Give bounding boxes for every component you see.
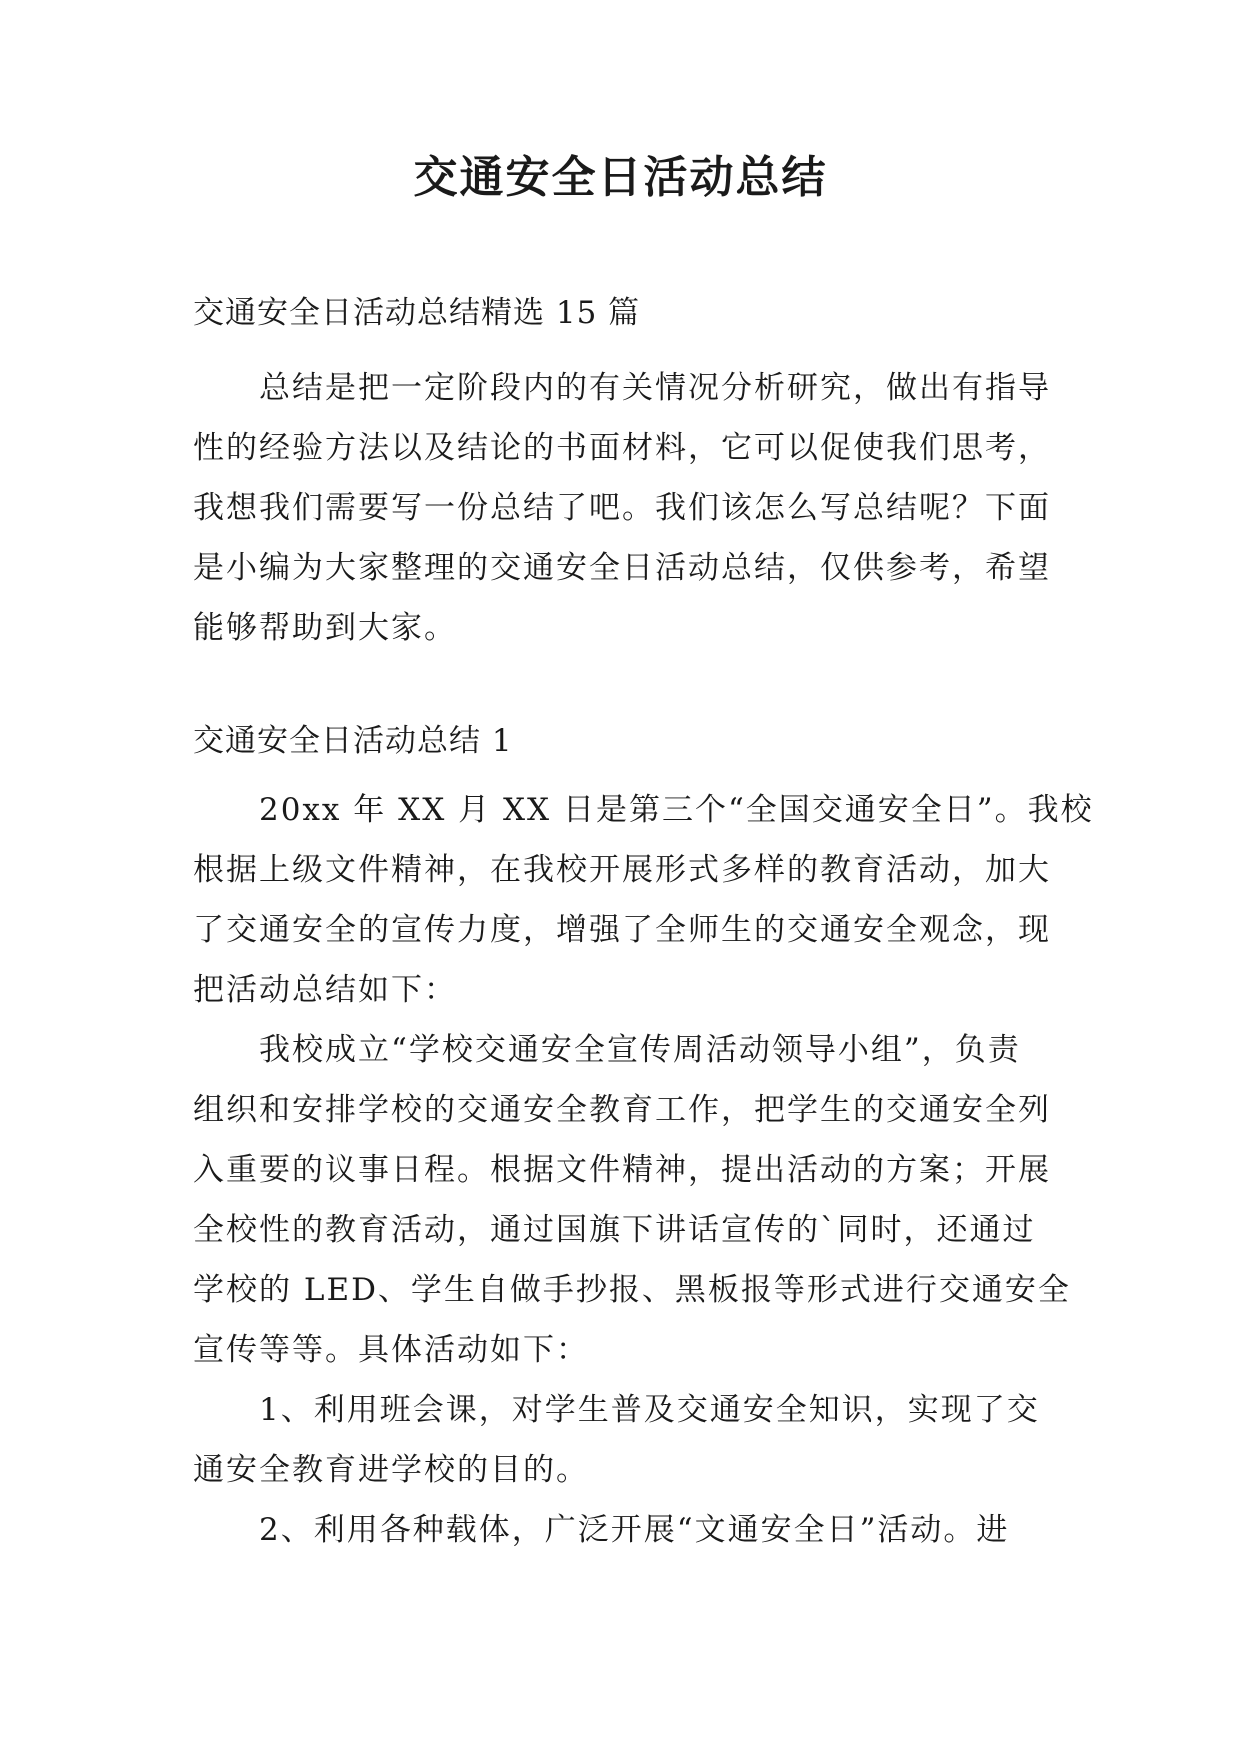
text-line: 组织和安排学校的交通安全教育工作，把学生的交通安全列 bbox=[193, 1092, 1051, 1128]
text-line: 学校的 LED、学生自做手抄报、黑板报等形式进行交通安全 bbox=[193, 1272, 1071, 1308]
text-line: 入重要的议事日程。根据文件精神，提出活动的方案；开展 bbox=[193, 1152, 1051, 1188]
text-line: 2、利用各种载体，广泛开展“文通安全日”活动。进 bbox=[259, 1512, 1010, 1548]
text-line: 我校成立“学校交通安全宣传周活动领导小组”，负责 bbox=[259, 1032, 1021, 1068]
text-line: 根据上级文件精神，在我校开展形式多样的教育活动，加大 bbox=[193, 852, 1051, 888]
document-title: 交通安全日活动总结 bbox=[413, 152, 828, 203]
text-line: 能够帮助到大家。 bbox=[193, 610, 457, 646]
text-line: 全校性的教育活动，通过国旗下讲话宣传的`同时，还通过 bbox=[193, 1212, 1036, 1248]
text-line: 宣传等等。具体活动如下： bbox=[193, 1332, 589, 1368]
intro-paragraph bbox=[193, 358, 1055, 658]
text-line: 总结是把一定阶段内的有关情况分析研究，做出有指导 bbox=[259, 370, 1051, 406]
text-line: 了交通安全的宣传力度，增强了全师生的交通安全观念，现 bbox=[193, 912, 1051, 948]
text-line: 通安全教育进学校的目的。 bbox=[193, 1452, 589, 1488]
text-line: 我想我们需要写一份总结了吧。我们该怎么写总结呢？下面 bbox=[193, 490, 1051, 526]
text-line: 20xx 年 XX 月 XX 日是第三个“全国交通安全日”。我校 bbox=[259, 792, 1094, 828]
text-line: 是小编为大家整理的交通安全日活动总结，仅供参考，希望 bbox=[193, 550, 1051, 586]
text-line: 1、利用班会课，对学生普及交通安全知识，实现了交 bbox=[259, 1392, 1040, 1428]
text-line: 性的经验方法以及结论的书面材料，它可以促使我们思考， bbox=[193, 430, 1051, 466]
section-body bbox=[193, 780, 1094, 1560]
section-heading: 交通安全日活动总结 1 bbox=[193, 723, 513, 759]
text-line: 把活动总结如下： bbox=[193, 972, 457, 1008]
document-subtitle: 交通安全日活动总结精选 15 篇 bbox=[193, 295, 641, 331]
